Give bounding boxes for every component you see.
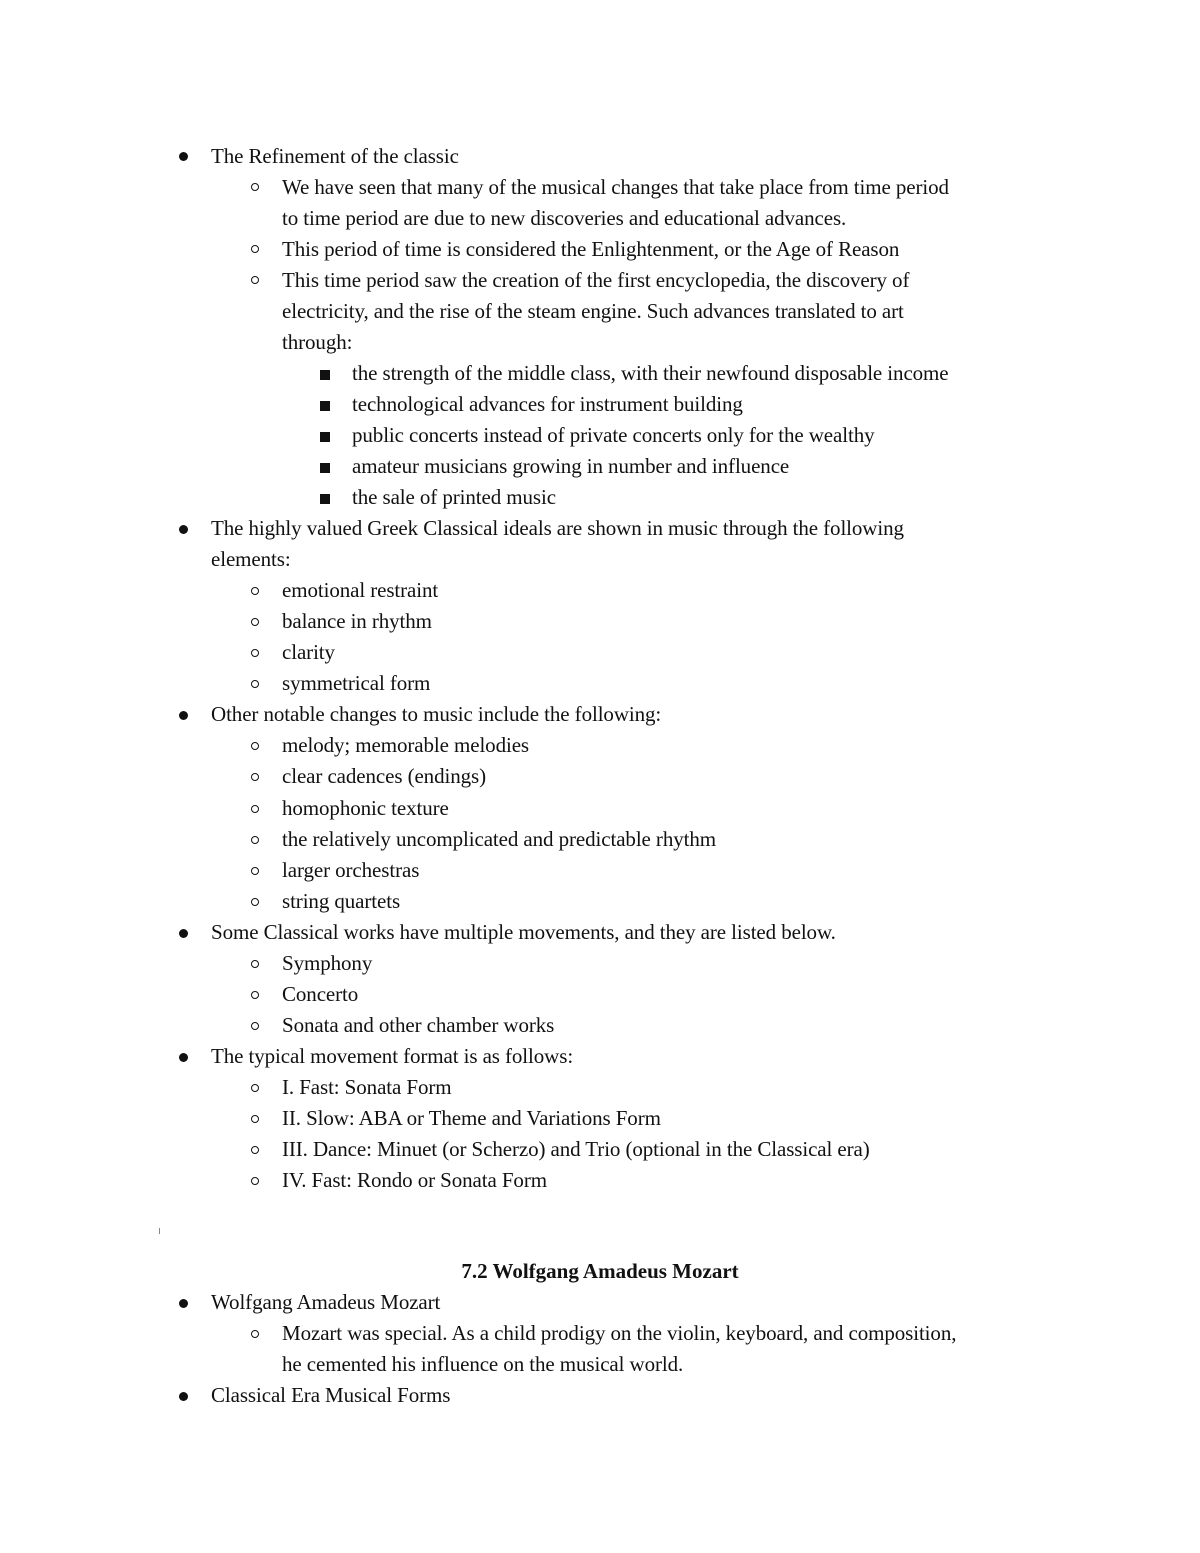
bullet-dot — [179, 1299, 188, 1308]
list-item: The typical movement format is as follows: — [211, 1044, 574, 1068]
list-item: symmetrical form — [282, 671, 431, 695]
bullet-circle — [251, 805, 259, 813]
list-item-continuation: elements: — [211, 547, 291, 571]
bullet-circle — [251, 1146, 259, 1154]
list-item: the sale of printed music — [352, 485, 556, 509]
list-item: Classical Era Musical Forms — [211, 1383, 451, 1407]
list-item: technological advances for instrument building — [352, 392, 743, 416]
page-mark — [159, 1228, 160, 1234]
section-heading: 7.2 Wolfgang Amadeus Mozart — [461, 1259, 739, 1283]
bullet-dot — [179, 711, 188, 720]
list-item: Sonata and other chamber works — [282, 1013, 555, 1037]
list-item: melody; memorable melodies — [282, 733, 530, 757]
list-item: The highly valued Greek Classical ideals are shown in music through the following — [211, 516, 904, 540]
bullet-circle — [251, 836, 259, 844]
bullet-circle — [251, 960, 259, 968]
bullet-dot — [179, 929, 188, 938]
bullet-circle — [251, 1177, 259, 1185]
list-item-continuation: through: — [282, 330, 353, 354]
bullet-dot — [179, 1392, 188, 1401]
list-item: clear cadences (endings) — [282, 764, 486, 788]
list-item: Other notable changes to music include the following: — [211, 702, 662, 726]
bullet-circle — [251, 867, 259, 875]
bullet-circle — [251, 183, 259, 191]
bullet-circle — [251, 587, 259, 595]
list-item: emotional restraint — [282, 578, 439, 602]
list-item: Wolfgang Amadeus Mozart — [211, 1290, 441, 1314]
list-item: II. Slow: ABA or Theme and Variations Form — [282, 1106, 661, 1130]
bullet-circle — [251, 680, 259, 688]
bullet-circle — [251, 742, 259, 750]
bullet-circle — [251, 991, 259, 999]
list-item-continuation: to time period are due to new discoveries and educational advances. — [282, 206, 847, 230]
bullet-circle — [251, 1084, 259, 1092]
list-item: Mozart was special. As a child prodigy on the violin, keyboard, and composition, — [282, 1321, 957, 1345]
list-item: string quartets — [282, 889, 401, 913]
bullet-dot — [179, 1053, 188, 1062]
list-item: Symphony — [282, 951, 373, 975]
list-item: Some Classical works have multiple movements, and they are listed below. — [211, 920, 836, 944]
list-item: clarity — [282, 640, 335, 664]
list-item: the strength of the middle class, with their newfound disposable income — [352, 361, 949, 385]
list-item: balance in rhythm — [282, 609, 432, 633]
list-item: I. Fast: Sonata Form — [282, 1075, 452, 1099]
list-item: larger orchestras — [282, 858, 420, 882]
bullet-circle — [251, 245, 259, 253]
bullet-circle — [251, 1022, 259, 1030]
list-item: This period of time is considered the Enlightenment, or the Age of Reason — [282, 237, 900, 261]
bullet-circle — [251, 773, 259, 781]
bullet-dot — [179, 525, 188, 534]
bullet-square — [320, 370, 330, 380]
list-item: This time period saw the creation of the first encyclopedia, the discovery of — [282, 268, 910, 292]
list-item: We have seen that many of the musical changes that take place from time period — [282, 175, 949, 199]
bullet-square — [320, 432, 330, 442]
bullet-circle — [251, 1115, 259, 1123]
list-item: homophonic texture — [282, 796, 449, 820]
list-item: the relatively uncomplicated and predictable rhythm — [282, 827, 716, 851]
bullet-circle — [251, 898, 259, 906]
bullet-circle — [251, 618, 259, 626]
list-item: III. Dance: Minuet (or Scherzo) and Trio (optional in the Classical era) — [282, 1137, 870, 1161]
list-item: IV. Fast: Rondo or Sonata Form — [282, 1168, 547, 1192]
list-item-continuation: he cemented his influence on the musical world. — [282, 1352, 684, 1376]
bullet-circle — [251, 1330, 259, 1338]
list-item: The Refinement of the classic — [211, 144, 459, 168]
bullet-circle — [251, 276, 259, 284]
list-item: public concerts instead of private concerts only for the wealthy — [352, 423, 875, 447]
list-item: Concerto — [282, 982, 359, 1006]
list-item: amateur musicians growing in number and influence — [352, 454, 790, 478]
bullet-dot — [179, 152, 188, 161]
bullet-square — [320, 401, 330, 411]
bullet-square — [320, 463, 330, 473]
bullet-circle — [251, 649, 259, 657]
list-item-continuation: electricity, and the rise of the steam engine. Such advances translated to art — [282, 299, 904, 323]
bullet-square — [320, 494, 330, 504]
